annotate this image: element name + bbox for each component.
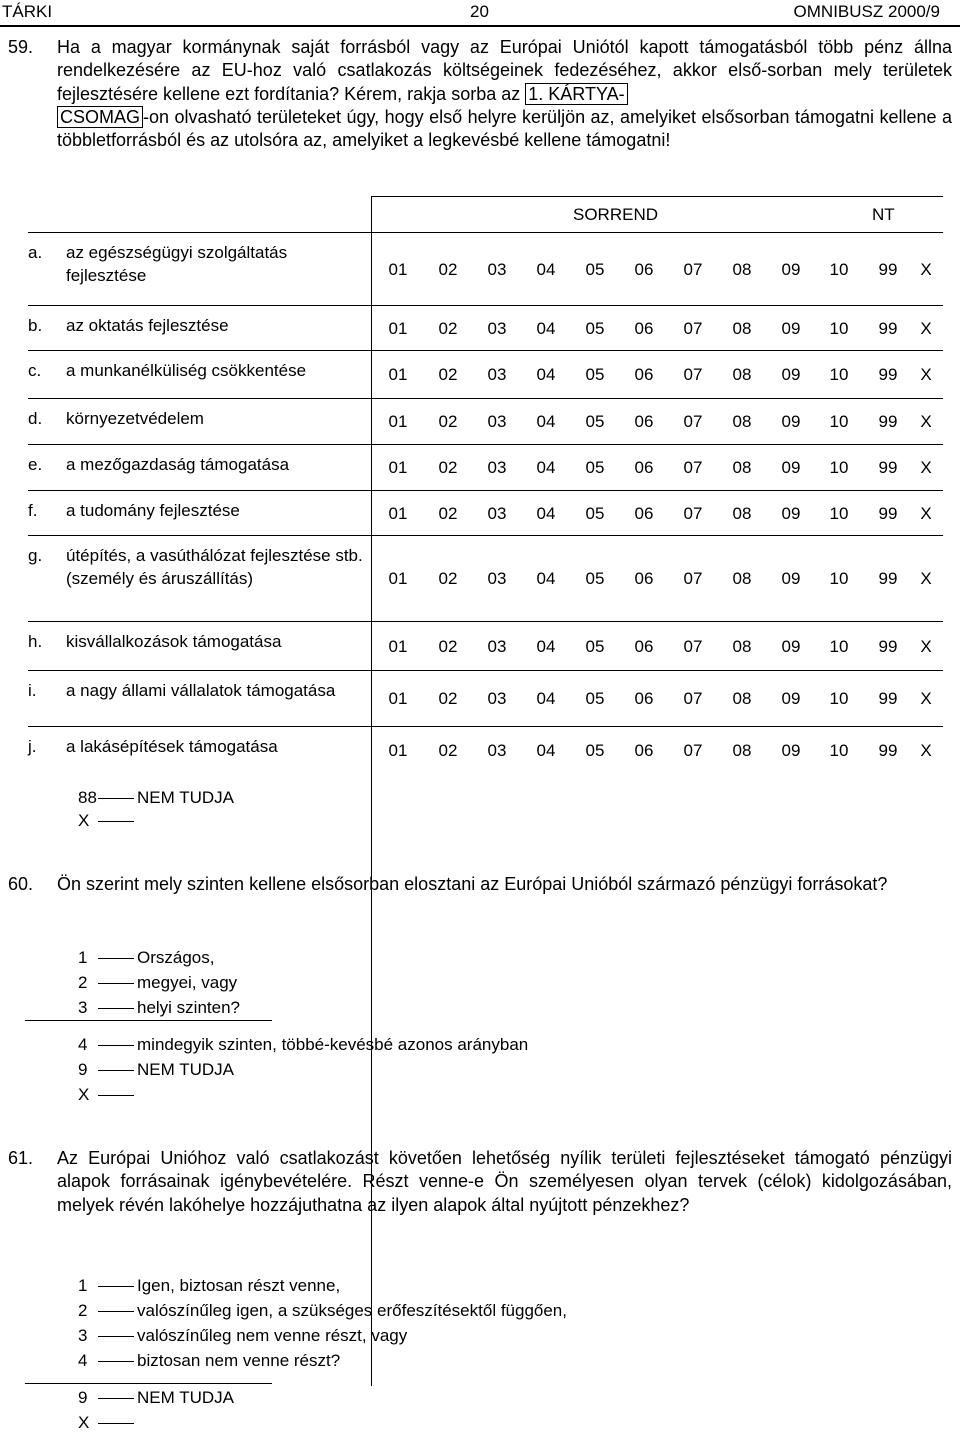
rank-code[interactable]: 05 bbox=[585, 365, 605, 384]
col-sorrend: SORREND bbox=[573, 205, 659, 224]
rank-code[interactable]: 03 bbox=[487, 319, 507, 338]
option-code[interactable]: 2 bbox=[78, 973, 88, 992]
rank-code[interactable]: 01 bbox=[388, 365, 408, 384]
rank-code[interactable]: 99 bbox=[878, 689, 898, 708]
rank-code[interactable]: 07 bbox=[683, 458, 703, 477]
option-label: NEM TUDJA bbox=[137, 1388, 234, 1407]
rank-code[interactable]: 99 bbox=[878, 260, 898, 279]
rank-code[interactable]: 03 bbox=[487, 260, 507, 279]
rank-code[interactable]: 06 bbox=[634, 504, 654, 523]
header-right: OMNIBUSZ 2000/9 bbox=[793, 2, 940, 21]
q60-text: Ön szerint mely szinten kellene elsősorban elosztani az Európai Unióból származó pénzügyi forrásokat? bbox=[57, 874, 888, 894]
rank-code[interactable]: X bbox=[920, 637, 932, 656]
rank-code[interactable]: X bbox=[920, 569, 932, 588]
rank-code[interactable]: 09 bbox=[781, 741, 801, 760]
option-code[interactable]: 9 bbox=[78, 1060, 88, 1079]
rank-code[interactable]: 08 bbox=[732, 412, 752, 431]
rank-code[interactable]: 01 bbox=[388, 412, 408, 431]
option-code[interactable]: X bbox=[78, 811, 90, 830]
rank-code[interactable]: 04 bbox=[536, 365, 556, 384]
option-dash bbox=[98, 821, 134, 822]
rank-code[interactable]: 06 bbox=[634, 569, 654, 588]
row-letter: h. bbox=[28, 632, 43, 651]
option-code[interactable]: 3 bbox=[78, 1326, 88, 1345]
rank-code[interactable]: 08 bbox=[732, 365, 752, 384]
rank-code[interactable]: 04 bbox=[536, 319, 556, 338]
option-dash bbox=[98, 1045, 134, 1046]
option-label: valószínűleg nem venne részt, vagy bbox=[137, 1326, 408, 1345]
rank-code[interactable]: 03 bbox=[487, 365, 507, 384]
rank-code[interactable]: 04 bbox=[536, 741, 556, 760]
rank-code[interactable]: X bbox=[920, 260, 932, 279]
rank-code[interactable]: 07 bbox=[683, 504, 703, 523]
rank-code[interactable]: 01 bbox=[388, 569, 408, 588]
rank-code[interactable]: 01 bbox=[388, 637, 408, 656]
rank-code[interactable]: 07 bbox=[683, 637, 703, 656]
rank-code[interactable]: 99 bbox=[878, 741, 898, 760]
option-dash bbox=[98, 798, 134, 799]
table-top-rule bbox=[371, 196, 943, 197]
row-label: környezetvédelem bbox=[66, 409, 204, 428]
q59-text-a: Ha a magyar kormánynak saját forrásból vagy az Európai Uniótól kapott támogatásból több pénz állna rendelkezésére az EU-hoz való csatlakozás költségeinek fedezéséhez, akkor első-sorban mely területek fejlesztésére kellene ezt fordítania? Kérem, rakja sorba az bbox=[57, 37, 952, 104]
rank-code[interactable]: 09 bbox=[781, 504, 801, 523]
option-dash bbox=[98, 1336, 134, 1337]
row-letter: b. bbox=[28, 316, 43, 335]
rank-code[interactable]: 10 bbox=[829, 689, 849, 708]
page-number: 20 bbox=[470, 2, 489, 21]
rank-code[interactable]: 07 bbox=[683, 689, 703, 708]
q61-text: Az Európai Unióhoz való csatlakozást követően lehetőség nyílik területi fejlesztéseket támogató pénzügyi alapok forrásainak igénybevételére. Részt venne-e Ön személyesen olyan tervek (célok) kidolgozásában, melyek révén lakóhelye hozzájuthatna az ilyen alapok által nyújtott pénzekhez? bbox=[57, 1148, 952, 1215]
q60-separator bbox=[25, 1020, 272, 1021]
option-label: NEM TUDJA bbox=[137, 788, 234, 807]
rank-code[interactable]: 04 bbox=[536, 504, 556, 523]
rank-code[interactable]: 99 bbox=[878, 569, 898, 588]
rank-code[interactable]: X bbox=[920, 504, 932, 523]
rank-code[interactable]: 09 bbox=[781, 569, 801, 588]
row-label: kisvállalkozások támogatása bbox=[66, 632, 282, 651]
option-dash bbox=[98, 1286, 134, 1287]
q60-number: 60. bbox=[8, 874, 34, 894]
option-code[interactable]: 88 bbox=[78, 788, 97, 807]
rank-code[interactable]: X bbox=[920, 689, 932, 708]
rank-code[interactable]: 03 bbox=[487, 689, 507, 708]
q59-card-ref-2: CSOMAG bbox=[57, 106, 143, 128]
option-code[interactable]: X bbox=[78, 1085, 90, 1104]
row-letter: i. bbox=[28, 681, 37, 700]
rank-code[interactable]: 01 bbox=[388, 319, 408, 338]
rank-code[interactable]: 02 bbox=[438, 319, 458, 338]
rank-code[interactable]: 07 bbox=[683, 741, 703, 760]
rank-code[interactable]: 09 bbox=[781, 260, 801, 279]
rank-code[interactable]: 10 bbox=[829, 637, 849, 656]
rank-code[interactable]: 05 bbox=[585, 319, 605, 338]
option-dash bbox=[98, 983, 134, 984]
rank-code[interactable]: 02 bbox=[438, 504, 458, 523]
rank-code[interactable]: 08 bbox=[732, 689, 752, 708]
rank-code[interactable]: 10 bbox=[829, 569, 849, 588]
rank-code[interactable]: 02 bbox=[438, 689, 458, 708]
rank-code[interactable]: 02 bbox=[438, 637, 458, 656]
rank-code[interactable]: 10 bbox=[829, 741, 849, 760]
option-code[interactable]: 2 bbox=[78, 1301, 88, 1320]
table-row bbox=[28, 398, 943, 445]
rank-code[interactable]: 03 bbox=[487, 504, 507, 523]
rank-code[interactable]: 07 bbox=[683, 412, 703, 431]
rank-code[interactable]: 04 bbox=[536, 412, 556, 431]
row-letter: j. bbox=[28, 737, 37, 756]
rank-code[interactable]: 10 bbox=[829, 365, 849, 384]
rank-code[interactable]: 08 bbox=[732, 741, 752, 760]
table-row bbox=[28, 490, 943, 536]
row-letter: e. bbox=[28, 455, 43, 474]
option-label: mindegyik szinten, többé-kevésbé azonos arányban bbox=[137, 1035, 529, 1054]
rank-code[interactable]: 10 bbox=[829, 504, 849, 523]
table-row bbox=[28, 726, 943, 774]
rank-code[interactable]: 07 bbox=[683, 365, 703, 384]
option-code[interactable]: 1 bbox=[78, 1276, 88, 1295]
option-label: Igen, biztosan részt venne, bbox=[137, 1276, 341, 1295]
rank-code[interactable]: 07 bbox=[683, 319, 703, 338]
rank-code[interactable]: 03 bbox=[487, 458, 507, 477]
table-row bbox=[28, 670, 943, 727]
row-label: a tudomány fejlesztése bbox=[66, 501, 240, 520]
option-code[interactable]: 1 bbox=[78, 948, 88, 967]
rank-code[interactable]: 99 bbox=[878, 504, 898, 523]
rank-code[interactable]: 10 bbox=[829, 458, 849, 477]
row-letter: d. bbox=[28, 409, 43, 428]
row-letter: f. bbox=[28, 501, 38, 520]
q59-number: 59. bbox=[8, 37, 34, 57]
row-letter: a. bbox=[28, 243, 43, 262]
option-dash bbox=[98, 1398, 134, 1399]
rank-code[interactable]: 02 bbox=[438, 458, 458, 477]
row-label: a munkanélküliség csökkentése bbox=[66, 361, 307, 380]
rank-code[interactable]: 05 bbox=[585, 689, 605, 708]
option-dash bbox=[98, 1070, 134, 1071]
row-label: az oktatás fejlesztése bbox=[66, 316, 229, 335]
q59-text bbox=[57, 36, 952, 152]
rank-code[interactable]: X bbox=[920, 365, 932, 384]
q59-card-ref-1: 1. KÁRTYA- bbox=[525, 83, 627, 105]
table-row bbox=[28, 350, 943, 399]
option-code[interactable]: 9 bbox=[78, 1388, 88, 1407]
rank-code[interactable]: 08 bbox=[732, 260, 752, 279]
rank-code[interactable]: 99 bbox=[878, 412, 898, 431]
rank-code[interactable]: 99 bbox=[878, 319, 898, 338]
rank-code[interactable]: 06 bbox=[634, 319, 654, 338]
table-row bbox=[28, 621, 943, 671]
rank-code[interactable]: 09 bbox=[781, 319, 801, 338]
rank-code[interactable]: 05 bbox=[585, 260, 605, 279]
row-letter: g. bbox=[28, 546, 43, 565]
table-row bbox=[28, 232, 943, 306]
col-nt: NT bbox=[872, 205, 895, 224]
rank-code[interactable]: 02 bbox=[438, 741, 458, 760]
rank-code[interactable]: 05 bbox=[585, 637, 605, 656]
rank-code[interactable]: 02 bbox=[438, 569, 458, 588]
rank-code[interactable]: 04 bbox=[536, 637, 556, 656]
q61-separator bbox=[25, 1383, 272, 1384]
q61-number: 61. bbox=[8, 1148, 34, 1168]
rank-code[interactable]: 01 bbox=[388, 689, 408, 708]
rank-code[interactable]: 04 bbox=[536, 689, 556, 708]
option-label: megyei, vagy bbox=[137, 973, 238, 992]
rank-code[interactable]: 08 bbox=[732, 637, 752, 656]
rank-code[interactable]: 04 bbox=[536, 458, 556, 477]
rank-code[interactable]: 03 bbox=[487, 637, 507, 656]
rank-code[interactable]: 02 bbox=[438, 412, 458, 431]
rank-code[interactable]: X bbox=[920, 412, 932, 431]
rank-code[interactable]: X bbox=[920, 458, 932, 477]
row-letter: c. bbox=[28, 361, 42, 380]
option-code[interactable]: 4 bbox=[78, 1351, 88, 1370]
option-dash bbox=[98, 958, 134, 959]
rank-code[interactable]: 99 bbox=[878, 637, 898, 656]
row-label: a mezőgazdaság támogatása bbox=[66, 455, 290, 474]
rank-code[interactable]: 02 bbox=[438, 365, 458, 384]
rank-code[interactable]: 01 bbox=[388, 458, 408, 477]
rank-code[interactable]: 09 bbox=[781, 365, 801, 384]
option-dash bbox=[98, 1008, 134, 1009]
option-code[interactable]: X bbox=[78, 1413, 90, 1432]
rank-code[interactable]: 03 bbox=[487, 412, 507, 431]
table-row bbox=[28, 535, 943, 622]
row-label: a nagy állami vállalatok támogatása bbox=[66, 681, 336, 700]
rank-code[interactable]: 01 bbox=[388, 741, 408, 760]
option-dash bbox=[98, 1095, 134, 1096]
rank-code[interactable]: 05 bbox=[585, 412, 605, 431]
rank-code[interactable]: 05 bbox=[585, 458, 605, 477]
rank-code[interactable]: 03 bbox=[487, 569, 507, 588]
rank-code[interactable]: 05 bbox=[585, 741, 605, 760]
rank-code[interactable]: X bbox=[920, 741, 932, 760]
rank-code[interactable]: 09 bbox=[781, 458, 801, 477]
option-code[interactable]: 3 bbox=[78, 998, 88, 1017]
table-row bbox=[28, 444, 943, 491]
row-label: útépítés, a vasúthálózat fejlesztése stb. (személy és áruszállítás) bbox=[66, 546, 363, 588]
q59-text-b: -on olvasható területeket úgy, hogy első helyre kerüljön az, amelyiket elsősorban támogatni kellene a többletforrásból és az utolsóra az, amelyiket a legkevésbé kellene támogatni! bbox=[57, 106, 952, 151]
option-label: valószínűleg igen, a szükséges erőfeszítésektől függően, bbox=[137, 1301, 567, 1320]
rank-code[interactable]: 01 bbox=[388, 504, 408, 523]
option-dash bbox=[98, 1361, 134, 1362]
header-left: TÁRKI bbox=[2, 2, 53, 21]
option-label: biztosan nem venne részt? bbox=[137, 1351, 341, 1370]
rank-code[interactable]: 03 bbox=[487, 741, 507, 760]
rank-code[interactable]: 99 bbox=[878, 458, 898, 477]
option-label: Országos, bbox=[137, 948, 215, 967]
rank-code[interactable]: 06 bbox=[634, 458, 654, 477]
rank-code[interactable]: 04 bbox=[536, 260, 556, 279]
rank-code[interactable]: X bbox=[920, 319, 932, 338]
rank-code[interactable]: 01 bbox=[388, 260, 408, 279]
rank-code[interactable]: 04 bbox=[536, 569, 556, 588]
rank-code[interactable]: 07 bbox=[683, 260, 703, 279]
option-code[interactable]: 4 bbox=[78, 1035, 88, 1054]
row-label: az egészségügyi szolgáltatás fejlesztése bbox=[66, 243, 288, 285]
table-row bbox=[28, 305, 943, 351]
option-label: helyi szinten? bbox=[137, 998, 241, 1017]
header-rule bbox=[0, 25, 960, 27]
rank-code[interactable]: 06 bbox=[634, 637, 654, 656]
rank-code[interactable]: 06 bbox=[634, 260, 654, 279]
rank-code[interactable]: 08 bbox=[732, 319, 752, 338]
rank-code[interactable]: 08 bbox=[732, 569, 752, 588]
rank-code[interactable]: 99 bbox=[878, 365, 898, 384]
rank-code[interactable]: 05 bbox=[585, 569, 605, 588]
rank-code[interactable]: 06 bbox=[634, 741, 654, 760]
rank-code[interactable]: 06 bbox=[634, 412, 654, 431]
rank-code[interactable]: 10 bbox=[829, 260, 849, 279]
rank-code[interactable]: 02 bbox=[438, 260, 458, 279]
option-dash bbox=[98, 1311, 134, 1312]
rank-code[interactable]: 05 bbox=[585, 504, 605, 523]
rank-code[interactable]: 10 bbox=[829, 412, 849, 431]
rank-code[interactable]: 07 bbox=[683, 569, 703, 588]
option-dash bbox=[98, 1423, 134, 1424]
rank-code[interactable]: 09 bbox=[781, 637, 801, 656]
rank-code[interactable]: 06 bbox=[634, 689, 654, 708]
rank-code[interactable]: 06 bbox=[634, 365, 654, 384]
rank-code[interactable]: 10 bbox=[829, 319, 849, 338]
rank-code[interactable]: 08 bbox=[732, 504, 752, 523]
rank-code[interactable]: 09 bbox=[781, 689, 801, 708]
option-label: NEM TUDJA bbox=[137, 1060, 234, 1079]
rank-code[interactable]: 09 bbox=[781, 412, 801, 431]
row-label: a lakásépítések támogatása bbox=[66, 737, 278, 756]
rank-code[interactable]: 08 bbox=[732, 458, 752, 477]
